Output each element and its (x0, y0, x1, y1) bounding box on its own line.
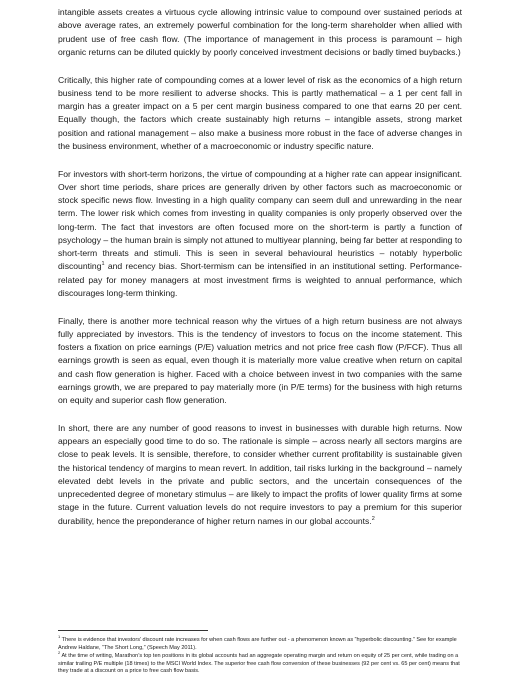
footnote-ref-1: 1 (101, 261, 105, 268)
paragraph-text: Finally, there is another more technical reason why the virtues of a high return business are not always fully appreciated by investors. This is the tendency of investors to focus on the income statement. This fosters a fixation on price earnings (P/E) valuation metrics and not price free cash flow (P/FCF). Thus all earnings growth is seen as equal, even though it is materially more value creative when return on capital and cash flow generation is higher. Faced with a choice between invest in two companies with the same earnings growth, we are prepared to pay materially more (in P/E terms) for the business with high returns on equity and superior cash flow generation. (58, 315, 462, 405)
paragraph-text: In short, there are any number of good reasons to invest in businesses with durable high returns. Now appears an especially good time to do so. The rationale is simple – across nearly all sectors margins are close to peak levels. It is sensible, therefore, to consider whether current profitability is sustainable given the historical tendency of margins to mean revert. In addition, tail risks lurking in the background – namely elevated debt levels in the private and public sectors, and the uncertain consequences of the unprecedented degree of monetary stimulus – are likely to impact the profits of lower quality firms at some stage in the future. Current valuation levels do not require investors to pay a premium for this superior durability, hence the preponderance of higher return names in our global accounts. (58, 422, 462, 526)
footnote-text: At the time of writing, Marathon’s top ten positions in its global accounts had an aggregate operating margin and return on equity of 25 per cent, while trading on a similar trailing P/E multiple (18 times) to the MSCI World Index. The superior free cash flow conversion of these businesses (92 per cent vs. 65 per cent) means that they trade at a discount on a price to free cash flow basis. (58, 653, 460, 675)
footnote-1 (58, 634, 462, 652)
footnote-text: There is evidence that investors’ discount rate increases for when cash flows are further out - a phenomenon known as “hyperbolic discounting.” See for example Andrew Haldane, “The Short Long,” (Speech May 2011). (58, 637, 457, 651)
footnote-number: 2 (58, 650, 61, 656)
paragraph-text: intangible assets creates a virtuous cycle allowing intrinsic value to compound over sustained periods at above average rates, an extremely powerful combination for the long-term shareholder when allied with prudent use of free cash flow. (The importance of management in this process is paramount – high organic returns can be diluted quickly by poorly conceived investment decisions or badly timed buybacks.) (58, 7, 462, 57)
paragraph-technical-reason (58, 315, 462, 408)
paragraph-intangible-assets (58, 6, 462, 59)
footnote-ref-2: 2 (371, 515, 375, 522)
footnote-number: 1 (58, 634, 61, 640)
paragraph-text: For investors with short-term horizons, the virtue of compounding at a higher rate can appear insignificant. Over short time periods, share prices are generally driven by other factors such as macroeconomic or stock specific news flow. Investing in a high quality company can seem dull and unrewarding in the near term. The lower risk which comes from investing in quality companies is only properly observed over the long-term. The fact that investors are often focused more on the short-term is partly a function of psychology – the human brain is simply not attuned to multiyear planning, being far better at responding to short-term threats and stimuli. This is seen in several behavioural heuristics – notably hyperbolic discounting (58, 168, 462, 272)
paragraph-in-short (58, 422, 462, 528)
footnote-divider (58, 630, 208, 631)
paragraph-short-term-investors (58, 168, 462, 301)
paragraph-text: and recency bias. Short-termism can be intensified in an institutional setting. Performance-related pay for money managers at most investment firms is weighted to annual performance, which discourages long-term thinking. (58, 261, 462, 298)
paragraph-lower-risk (58, 74, 462, 154)
document-body (58, 6, 462, 542)
footnote-2 (58, 650, 462, 676)
paragraph-text: Critically, this higher rate of compounding comes at a lower level of risk as the economics of a high return business tend to be more resilient to adverse shocks. This is partly mathematical – a 1 per cent fall in margin has a greater impact on a 5 per cent margin business compared to one that earns 20 per cent. Equally though, the factors which create sustainably high returns – intangible assets, strong market position and rational management – also make a business more robust in the face of adverse changes in the business environment, whether of a macroeconomic or industry specific nature. (58, 74, 462, 151)
footnotes (58, 634, 462, 677)
